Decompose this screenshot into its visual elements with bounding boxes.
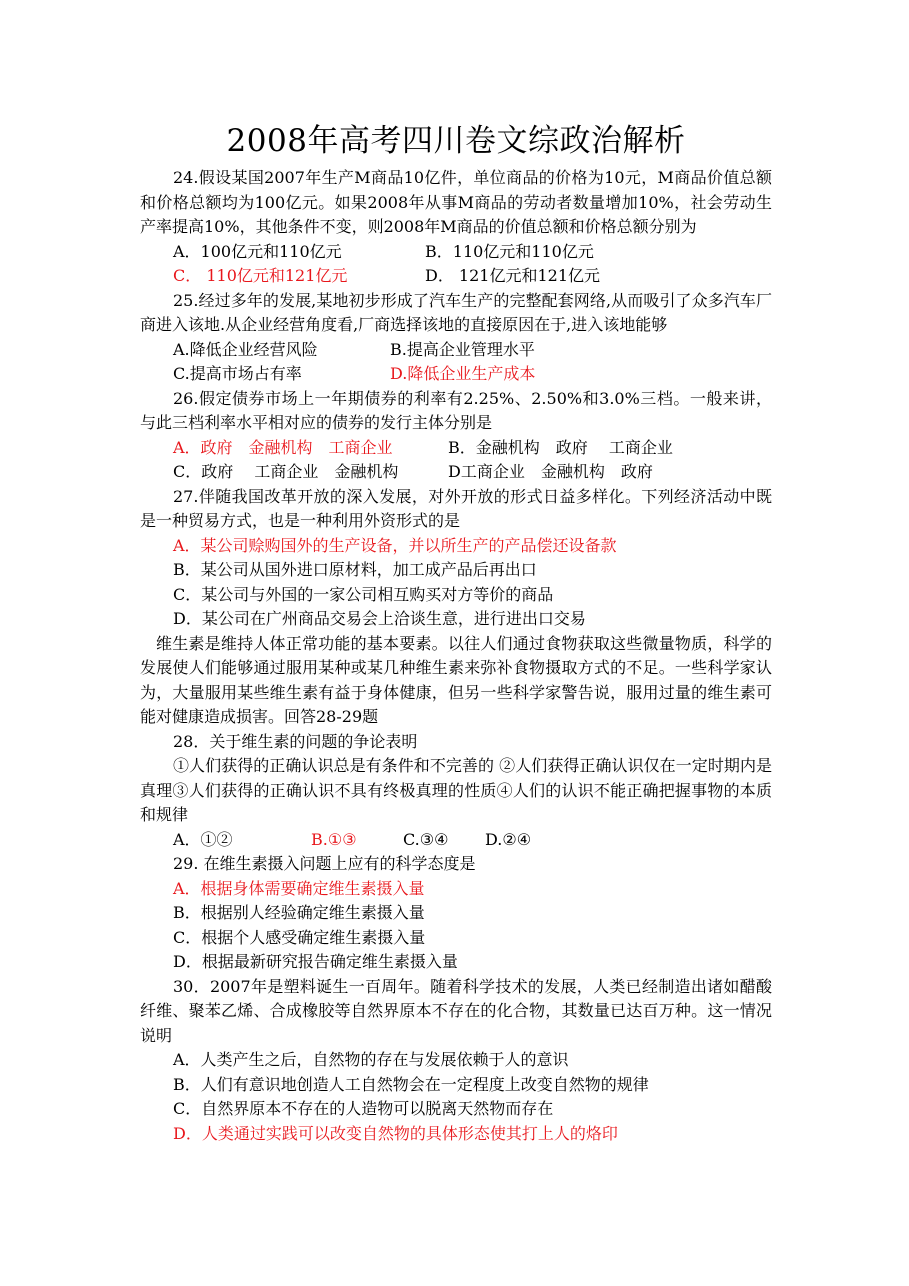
question-29-stem: 29. 在维生素摄入问题上应有的科学态度是 xyxy=(173,854,476,873)
question-28-stem: 28．关于维生素的问题的争论表明 xyxy=(173,731,418,751)
question-27-stem: 27.伴随我国改革开放的深入发展，对外开放的形式日益多样化。下列经济活动中既是一种贸易方式，也是一种利用外资形式的是 xyxy=(140,486,772,530)
question-25-option-d: D.降低企业生产成本 xyxy=(390,364,536,383)
question-28-statements: ①人们获得的正确认识总是有条件和不完善的 ②人们获得正确认识仅在一定时期内是真理③人们获得的正确认识不具有终极真理的性质④人们的认识不能正确把握事物的本质和规律 xyxy=(140,756,772,824)
question-28-option-d: D.②④ xyxy=(485,829,532,849)
question-26-option-c: C．政府 工商企业 金融机构 xyxy=(173,462,399,481)
question-26-options-row-2 xyxy=(140,460,772,485)
question-30-stem: 30．2007年是塑料诞生一百周年。随着科学技术的发展，人类已经制造出诸如醋酸纤维、聚苯乙烯、合成橡胶等自然界原本不存在的化合物，其数量已达百万种。这一情况说明 xyxy=(140,976,772,1045)
document-page xyxy=(140,118,772,1146)
question-25-stem: 25.经过多年的发展,某地初步形成了汽车生产的完整配套网络,从而吸引了众多汽车厂商进入该地.从企业经营角度看,厂商选择该地的直接原因在于,进入该地能够 xyxy=(140,290,772,334)
question-28-option-b: B.①③ xyxy=(311,829,357,849)
question-26-option-b: B．金融机构 政府 工商企业 xyxy=(448,437,673,457)
question-30-option-c: C．自然界原本不存在的人造物可以脱离天然物而存在 xyxy=(173,1099,554,1118)
question-24-option-b: B．110亿元和110亿元 xyxy=(425,241,594,261)
question-28-options-row xyxy=(140,828,772,853)
question-28-option-c: C.③④ xyxy=(403,829,449,849)
question-26-option-a: A．政府 金融机构 工商企业 xyxy=(173,437,393,457)
question-25-option-b: B.提高企业管理水平 xyxy=(390,339,535,359)
question-26-stem: 26.假定债券市场上一年期债券的利率有2.25%、2.50%和3.0%三档。一般来讲，与此三档利率水平相对应的债券的发行主体分别是 xyxy=(140,388,772,432)
question-28-option-a: A．①② xyxy=(173,829,233,849)
question-29-option-b: B．根据别人经验确定维生素摄入量 xyxy=(173,903,425,922)
question-25-option-c: C.提高市场占有率 xyxy=(173,364,302,383)
question-24-option-d: D． 121亿元和121亿元 xyxy=(425,266,600,285)
vitamin-passage: 维生素是维持人体正常功能的基本要素。以往人们通过食物获取这些微量物质，科学的发展使人们能够通过服用某种或某几种维生素来弥补食物摄取方式的不足。一些科学家认为，大量服用某些维生素有益于身体健康，但另一些科学家警告说，服用过量的维生素可能对健康造成损害。回答28-29题 xyxy=(140,633,772,726)
question-24-option-a: A．100亿元和110亿元 xyxy=(173,241,342,261)
question-27-option-c: C．某公司与外国的一家公司相互购买对方等价的商品 xyxy=(173,584,554,604)
question-27-option-a: A．某公司赊购国外的生产设备，并以所生产的产品偿还设备款 xyxy=(173,535,617,555)
question-26-options-row-1 xyxy=(140,436,772,461)
question-30-option-b: B．人们有意识地创造人工自然物会在一定程度上改变自然物的规律 xyxy=(173,1074,649,1094)
question-29-option-c: C．根据个人感受确定维生素摄入量 xyxy=(173,927,426,947)
question-25-options-row-2 xyxy=(140,362,772,387)
question-26-option-d: D工商企业 金融机构 政府 xyxy=(448,462,653,481)
document-title: 2008年高考四川卷文综政治解析 xyxy=(226,123,686,159)
question-24-options-row-2 xyxy=(140,264,772,289)
question-30-option-d: D．人类通过实践可以改变自然物的具体形态使其打上人的烙印 xyxy=(173,1123,618,1143)
question-27-option-d: D．某公司在广州商品交易会上洽谈生意，进行进出口交易 xyxy=(173,609,586,628)
question-25-option-a: A.降低企业经营风险 xyxy=(173,339,318,359)
question-24-option-c: C． 110亿元和121亿元 xyxy=(173,266,348,285)
question-29-option-a: A．根据身体需要确定维生素摄入量 xyxy=(173,878,425,898)
question-24-options-row-1 xyxy=(140,240,772,265)
question-29-option-d: D．根据最新研究报告确定维生素摄入量 xyxy=(173,952,458,971)
question-25-options-row-1 xyxy=(140,338,772,363)
question-24-stem: 24.假设某国2007年生产M商品10亿件，单位商品的价格为10元，M商品价值总额和价格总额均为100亿元。如果2008年从事M商品的劳动者数量增加10%，社会劳动生产率提高10%，其他条件不变，则2008年M商品的价值总额和价格总额分别为 xyxy=(140,168,772,236)
question-30-option-a: A．人类产生之后，自然物的存在与发展依赖于人的意识 xyxy=(173,1050,569,1069)
question-27-option-b: B．某公司从国外进口原材料，加工成产品后再出口 xyxy=(173,560,537,579)
